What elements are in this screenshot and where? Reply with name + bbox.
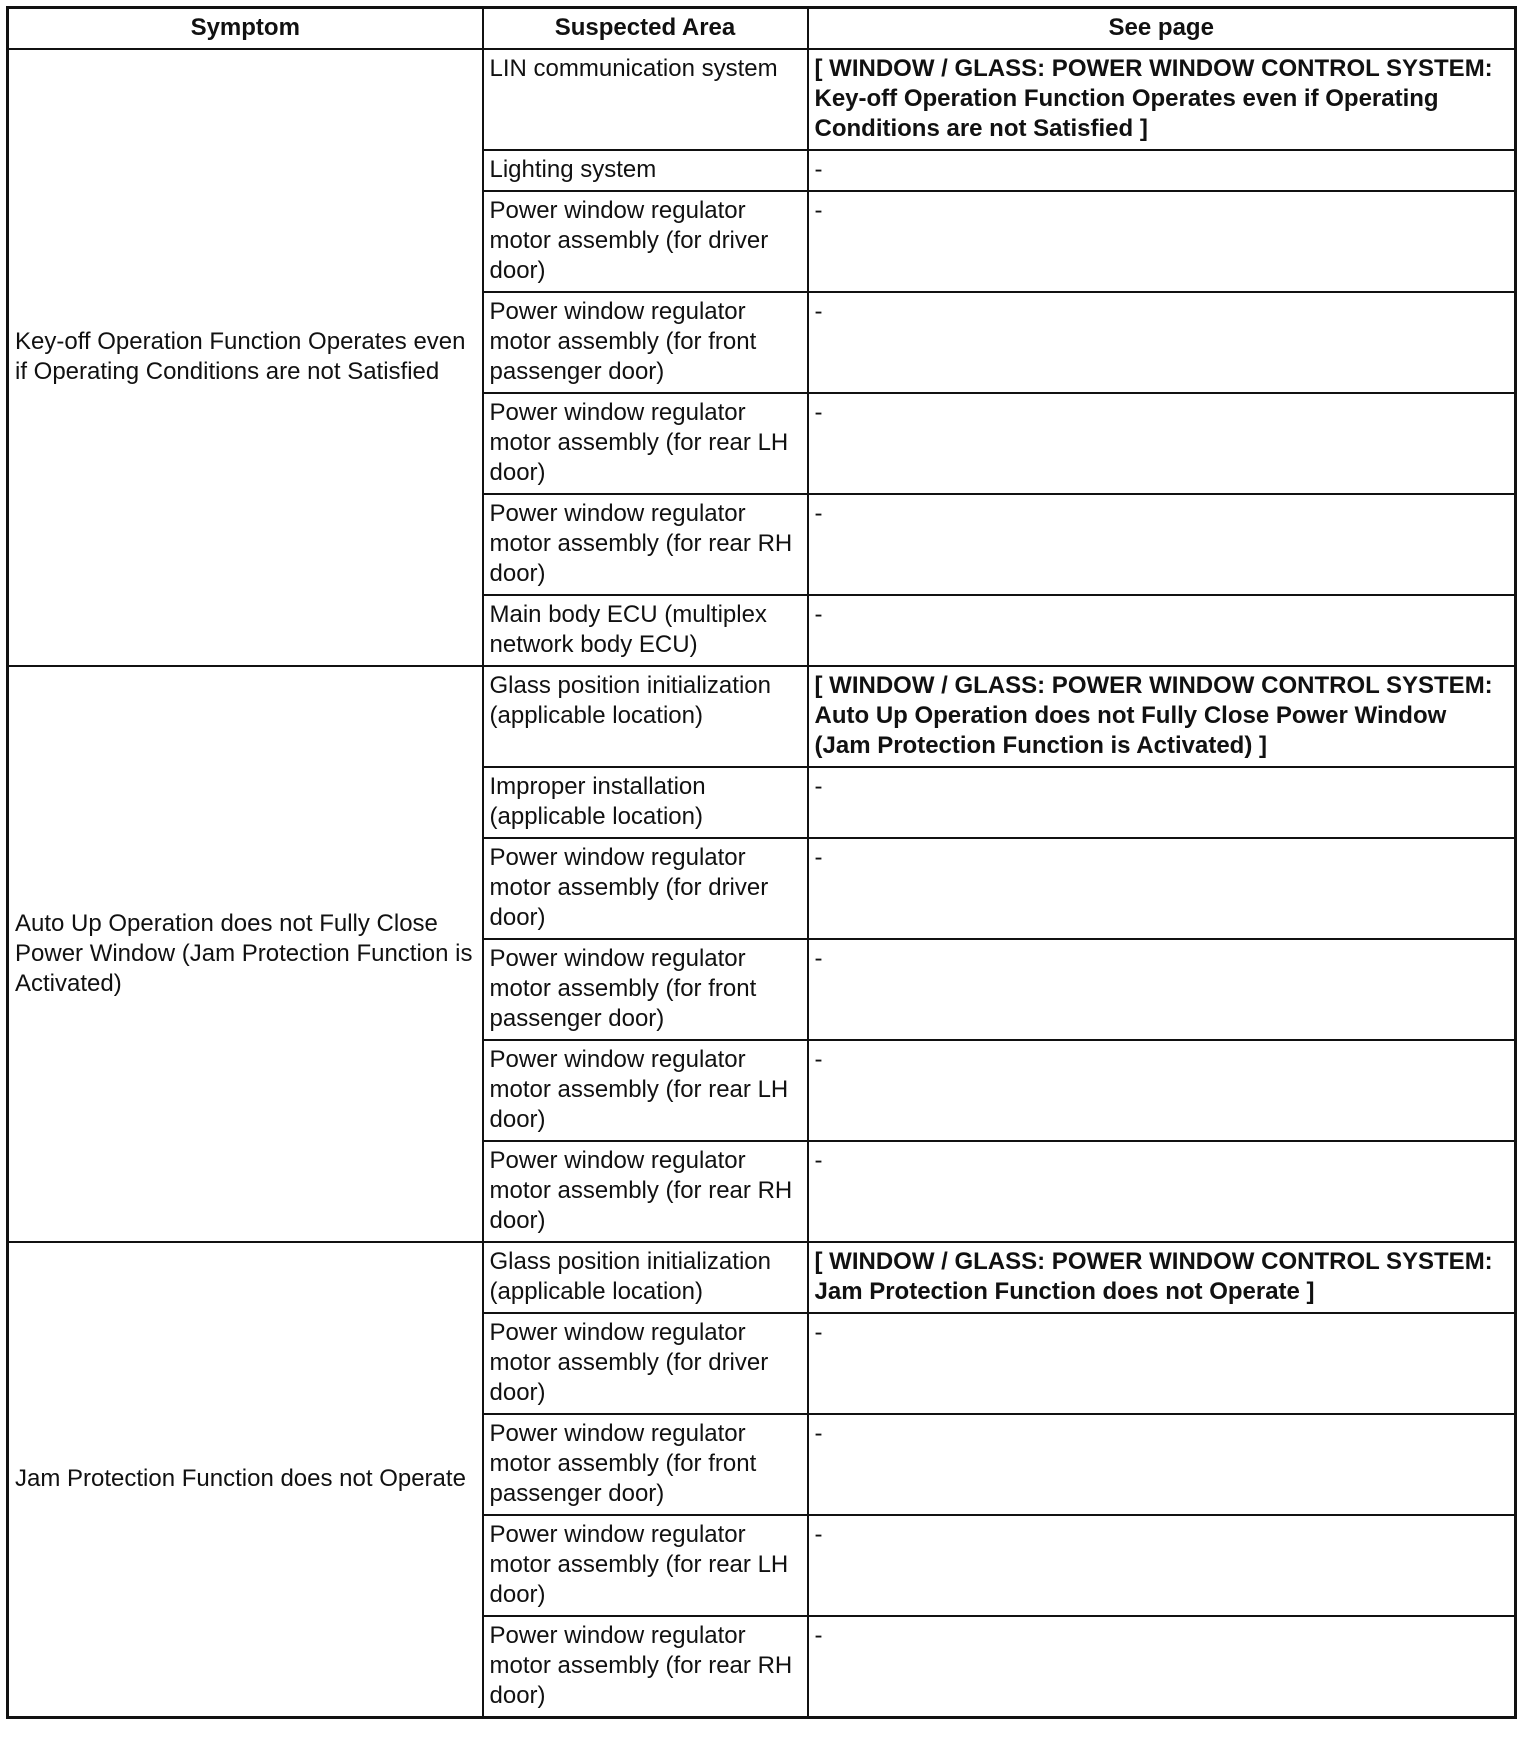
see-page-cell: - [808,1414,1516,1515]
see-page-cell: - [808,1616,1516,1718]
symptom-cell: Key-off Operation Function Operates even if Operating Conditions are not Satisfied [8,49,483,666]
see-page-cell: - [808,939,1516,1040]
suspected-area-cell: Power window regulator motor assembly (for rear LH door) [483,1515,808,1616]
table-body [8,49,1516,1718]
see-page-cell: - [808,393,1516,494]
see-page-cell: - [808,292,1516,393]
table-row [8,1242,1516,1313]
suspected-area-cell: Power window regulator motor assembly (for front passenger door) [483,1414,808,1515]
see-page-cell: - [808,150,1516,191]
suspected-area-cell: Main body ECU (multiplex network body ECU) [483,595,808,666]
see-page-link[interactable]: [ WINDOW / GLASS: POWER WINDOW CONTROL SYSTEM: Jam Protection Function does not Operate ] [808,1242,1516,1313]
symptom-header: Symptom [8,8,483,50]
see-page-cell: - [808,838,1516,939]
suspected-area-header: Suspected Area [483,8,808,50]
symptom-cell: Auto Up Operation does not Fully Close Power Window (Jam Protection Function is Activated) [8,666,483,1242]
header-row [8,8,1516,50]
see-page-cell: - [808,767,1516,838]
suspected-area-cell: Improper installation (applicable location) [483,767,808,838]
see-page-header: See page [808,8,1516,50]
suspected-area-cell: Glass position initialization (applicable location) [483,1242,808,1313]
suspected-area-cell: Power window regulator motor assembly (for rear RH door) [483,1141,808,1242]
troubleshooting-sheet [6,6,1514,1719]
see-page-link[interactable]: [ WINDOW / GLASS: POWER WINDOW CONTROL SYSTEM: Auto Up Operation does not Fully Close Power Window (Jam Protection Function is Activated) ] [808,666,1516,767]
see-page-cell: - [808,595,1516,666]
suspected-area-cell: Glass position initialization (applicable location) [483,666,808,767]
suspected-area-cell: Power window regulator motor assembly (for driver door) [483,838,808,939]
see-page-cell: - [808,1515,1516,1616]
suspected-area-cell: Power window regulator motor assembly (for front passenger door) [483,292,808,393]
suspected-area-cell: Power window regulator motor assembly (for rear LH door) [483,1040,808,1141]
see-page-cell: - [808,1313,1516,1414]
table-row [8,666,1516,767]
suspected-area-cell: LIN communication system [483,49,808,150]
suspected-area-cell: Lighting system [483,150,808,191]
suspected-area-cell: Power window regulator motor assembly (for front passenger door) [483,939,808,1040]
suspected-area-cell: Power window regulator motor assembly (for rear RH door) [483,494,808,595]
problem-symptoms-table [6,6,1517,1719]
suspected-area-cell: Power window regulator motor assembly (for driver door) [483,1313,808,1414]
suspected-area-cell: Power window regulator motor assembly (for rear LH door) [483,393,808,494]
table-row [8,49,1516,150]
see-page-link[interactable]: [ WINDOW / GLASS: POWER WINDOW CONTROL SYSTEM: Key-off Operation Function Operates even if Operating Conditions are not Satisfied ] [808,49,1516,150]
see-page-cell: - [808,1040,1516,1141]
suspected-area-cell: Power window regulator motor assembly (for rear RH door) [483,1616,808,1718]
see-page-cell: - [808,494,1516,595]
see-page-cell: - [808,1141,1516,1242]
suspected-area-cell: Power window regulator motor assembly (for driver door) [483,191,808,292]
see-page-cell: - [808,191,1516,292]
symptom-cell: Jam Protection Function does not Operate [8,1242,483,1718]
